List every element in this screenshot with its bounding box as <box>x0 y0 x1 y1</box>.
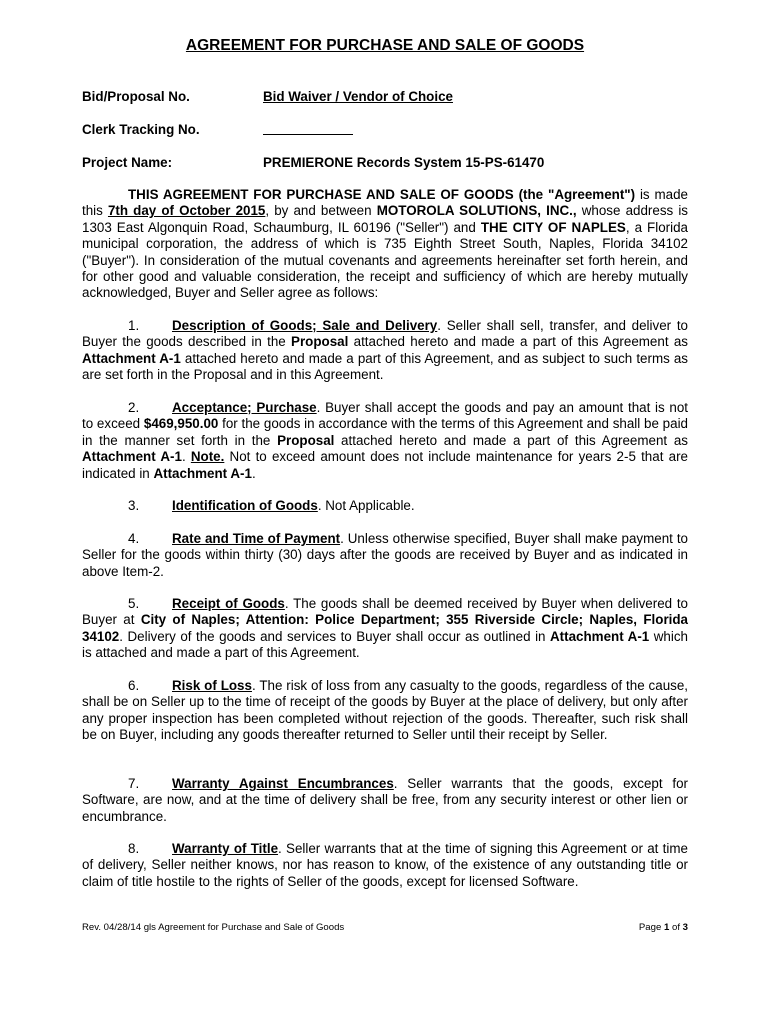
section-4: 4. Rate and Time of Payment. Unless otherwise specified, Buyer shall make payment to Seller for the goods within thirty (30) days after the goods are received by Buyer and as indicated in above Item-2. <box>82 531 688 579</box>
footer-revision: Rev. 04/28/14 gls Agreement for Purchase and Sale of Goods <box>82 922 345 933</box>
section-4-heading: Rate and Time of Payment <box>172 531 341 546</box>
bid-proposal-value: Bid Waiver / Vendor of Choice <box>263 89 453 104</box>
section-1: 1. Description of Goods; Sale and Delivery. Seller shall sell, transfer, and deliver to Buyer the goods described in the Proposal attached hereto and made a part of this Agreement as Attachment A-1 attached hereto and made a part of this Agreement, and as subject to such terms as are set forth in the Proposal and in this Agreement. <box>82 318 688 383</box>
section-8: 8. Warranty of Title. Seller warrants that at the time of signing this Agreement or at time of delivery, Seller neither knows, nor has reason to know, of the existence of any outstanding title or claim of title hostile to the rights of Seller of the goods, except for licensed Software. <box>82 841 688 889</box>
section-7-heading: Warranty Against Encumbrances <box>172 776 394 791</box>
clerk-tracking-label: Clerk Tracking No. <box>82 122 200 137</box>
bid-proposal-label: Bid/Proposal No. <box>82 89 190 104</box>
clerk-tracking-blank <box>263 122 353 138</box>
section-5-heading: Receipt of Goods <box>172 596 285 611</box>
section-1-heading: Description of Goods; Sale and Delivery <box>172 318 438 333</box>
section-6: 6. Risk of Loss. The risk of loss from any casualty to the goods, regardless of the cause, shall be on Seller up to the time of receipt of the goods by Buyer at the place of delivery, but only after any proper inspection has been completed without rejection of the goods. Thereafter, such risk shall be on Buyer, including any goods thereafter returned to Seller until their receipt by Seller. <box>82 678 688 743</box>
section-8-heading: Warranty of Title <box>172 841 279 856</box>
footer-page-number: Page 1 of 3 <box>638 922 688 933</box>
section-3: 3. Identification of Goods. Not Applicable. <box>128 498 415 513</box>
section-7: 7. Warranty Against Encumbrances. Seller warrants that the goods, except for Software, are now, and at the time of delivery shall be free, from any security interest or other lien or encumbrance. <box>82 776 688 824</box>
section-3-heading: Identification of Goods <box>172 498 318 513</box>
section-5: 5. Receipt of Goods. The goods shall be deemed received by Buyer when delivered to Buyer at City of Naples; Attention: Police Department; 355 Riverside Circle; Naples, Florida 34102. Delivery of the goods and services to Buyer shall occur as outlined in Attachment A-1 which is attached and made a part of this Agreement. <box>82 596 688 661</box>
intro-paragraph: THIS AGREEMENT FOR PURCHASE AND SALE OF GOODS (the "Agreement") is made this 7th day of October 2015, by and between MOTOROLA SOLUTIONS, INC., whose address is 1303 East Algonquin Road, Schaumburg, IL 60196 ("Seller") and THE CITY OF NAPLES, a Florida municipal corporation, the address of which is 735 Eighth Street South, Naples, Florida 34102 ("Buyer"). In consideration of the mutual covenants and agreements hereinafter set forth herein, and for other good and valuable consideration, the receipt and sufficiency of which are hereby mutually acknowledged, Buyer and Seller agree as follows: <box>82 187 688 301</box>
section-6-heading: Risk of Loss <box>172 678 252 693</box>
project-name-label: Project Name: <box>82 155 173 170</box>
document-title: AGREEMENT FOR PURCHASE AND SALE OF GOODS <box>185 37 585 54</box>
project-name-value: PREMIERONE Records System 15-PS-61470 <box>263 155 545 170</box>
section-2-heading: Acceptance; Purchase <box>172 400 317 415</box>
section-2: 2. Acceptance; Purchase. Buyer shall accept the goods and pay an amount that is not to exceed $469,950.00 for the goods in accordance with the terms of this Agreement and shall be paid in the manner set forth in the Proposal attached hereto and made a part of this Agreement as Attachment A-1. Note. Not to exceed amount does not include maintenance for years 2-5 that are indicated in Attachment A-1. <box>82 400 688 481</box>
